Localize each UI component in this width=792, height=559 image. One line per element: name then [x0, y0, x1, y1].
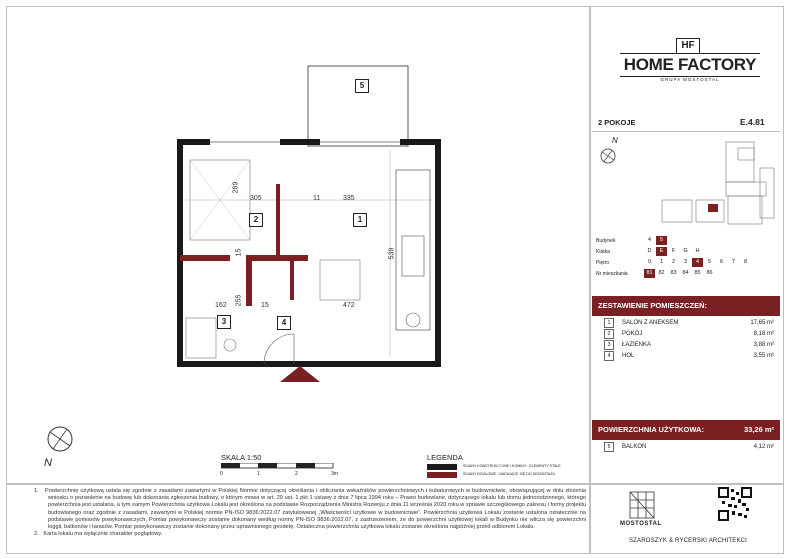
dim-11: 11 [313, 195, 321, 202]
scale-tick-2: 2 [295, 471, 298, 477]
architect-name: SZAROSZYK & RYCERSKI ARCHITEKCI [628, 538, 748, 544]
room-label-5: 5 [355, 79, 369, 93]
room-row: 2 POKÓJ 8,18 m² [592, 329, 780, 339]
scale-label: SKALA 1:50 [221, 453, 262, 462]
selector-cell[interactable]: 83 [670, 270, 677, 276]
selector-cell[interactable]: 2 [671, 259, 676, 265]
selector-cell[interactable]: 5 [707, 259, 712, 265]
selector-table [592, 236, 780, 286]
legend-swatch-structural [427, 464, 457, 470]
legend-text-partition: ŚCIANY DZIAŁOWE - NADAJĄCE SIĘ DO DEMONTAŻU [463, 472, 556, 476]
room-row: 3 ŁAZIENKA 3,88 m² [592, 340, 780, 350]
scale-tick-0: 0 [220, 471, 223, 477]
selector-cell[interactable]: 82 [658, 270, 665, 276]
selector-cell[interactable]: 8 [743, 259, 748, 265]
balcony-outline [308, 66, 408, 146]
selector-cell[interactable]: 4 [647, 237, 652, 243]
room-label-4: 4 [277, 316, 291, 330]
usable-area-bar [592, 420, 780, 440]
dim-255: 255 [235, 294, 243, 307]
selector-cell[interactable]: G [683, 248, 688, 254]
logo-group: GRUPA MOSTOSTAL [660, 77, 720, 82]
unit-type: 2 POKOJE [598, 118, 636, 127]
dim-289: 289 [232, 181, 240, 194]
sidebar-compass-n: N [612, 136, 618, 145]
selector-cell[interactable]: 1 [659, 259, 664, 265]
logo-name: HOME FACTORY [620, 53, 760, 77]
unit-code: E.4.81 [740, 117, 765, 127]
dim-539: 539 [388, 247, 396, 260]
sidebar-divider [592, 131, 780, 132]
scale-bar [221, 463, 341, 471]
dim-15b: 15 [261, 302, 269, 309]
selector-cell[interactable]: 85 [694, 270, 701, 276]
legend-text-structural: ŚCIANY KONSTRUKCYJNE I KOMINY - ELEMENTY STAŁE [463, 464, 561, 468]
mostostal-logo-icon [624, 488, 660, 520]
selector-cell[interactable]: F [671, 248, 676, 254]
dim-335: 335 [343, 195, 355, 202]
room-label-3: 3 [217, 315, 231, 329]
scale-tick-3: 3m [331, 471, 338, 477]
note-1: 1. Powierzchnię użytkową ustala się zgodnie z zasadami zawartymi w Polskiej Normie dotyczącej określania i obliczania wskaźników powierzchniowych i kubaturowych w budownictwie, obowiązującej w dniu złożenia wniosku o pozwolenie na budowę lub dokonania zgłoszenia budowy, o którym mowa w art. 29 ust. 1 pkt 1 ustawy z dnia 7 lipca 1994 roku – Prawo budowlane, dotyczącego lokalu lub domu jednorodzinnego, którego powierzchnia jest ustalana, a tym samym Powierzchnia użytkowa Lokalu jest określona na podstawie Rozporządzenia Ministra Rozwoju z dnia 11 września 2020 roku w sprawie szczegółowego zakresu i formy projektu budowlanego oraz zgodnie z zasadami, zawartymi w Polskiej normie PN-ISO 9836:2022.07 zatytułowanej „Właściwości użytkowe w budownictwie”. Powierzchnia użytkowa Lokalu zostanie ustalona ostatecznie na podstawie pomiarów powykonawczych. Pomiar powykonawczy zostanie dokonany według normy PN-ISO 9836:2022.07, z zastrzeżeniem, że do powierzchni użytkowej lokali w Budynku nie wlicza się powierzchni loggii, balkonów i tarasów. Pomiar powykonawczy zostanie dokonany przez uprawnionego geodetę. Ostateczna powierzchnia użytkowa lokalu zostanie określona najpóźniej przed odbiorem Lokalu. [34, 488, 586, 531]
room-row: 1 SALON Z ANEKSEM 17,65 m² [592, 318, 780, 328]
selector-label-floor: Piętro [596, 260, 610, 266]
dim-162: 162 [215, 302, 227, 309]
selector-cell[interactable]: H [695, 248, 700, 254]
selector-cell[interactable]: 4 [692, 258, 703, 267]
room-label-1: 1 [353, 213, 367, 227]
dim-472: 472 [343, 302, 355, 309]
selector-cell[interactable]: E [656, 247, 667, 256]
dim-15a: 15 [235, 248, 243, 257]
outer-walls [180, 142, 438, 364]
selector-cell[interactable]: 6 [719, 259, 724, 265]
selector-cell[interactable]: 3 [683, 259, 688, 265]
sidebar-compass-icon [600, 148, 616, 164]
entrance-marker [280, 366, 320, 382]
selector-cell[interactable]: 81 [644, 269, 655, 278]
room-row: 4 HOL 3,55 m² [592, 351, 780, 361]
note-2: 2. Karta lokalu ma wyłącznie charakter poglądowy. [34, 531, 163, 538]
selector-cell[interactable]: D [647, 248, 652, 254]
usable-area-value: 33,26 m² [743, 425, 774, 434]
compass-n-label: N [44, 457, 52, 469]
contractor-name: MOSTOSTAL [620, 521, 662, 527]
notes [34, 488, 586, 538]
floor-plan [170, 60, 450, 390]
qr-code-icon [718, 487, 752, 521]
selector-cell[interactable]: 86 [706, 270, 713, 276]
selector-cell[interactable]: 84 [682, 270, 689, 276]
extra-row-balcony: 5 BALKON 4,12 m² [592, 442, 780, 452]
room-label-2: 2 [249, 213, 263, 227]
compass-icon [46, 425, 74, 453]
selector-cell[interactable]: 7 [731, 259, 736, 265]
site-plan [656, 138, 778, 232]
rooms-table [592, 296, 780, 366]
selector-label-building: Budynek [596, 238, 616, 244]
selector-label-apartment: Nr mieszkania [596, 271, 628, 277]
selector-cell[interactable]: 0 [647, 259, 652, 265]
dim-305: 305 [250, 195, 262, 202]
scale-tick-1: 1 [257, 471, 260, 477]
usable-area-section [592, 420, 780, 456]
logo-monogram: HF [676, 38, 700, 54]
legend-title: LEGENDA [427, 453, 463, 462]
selector-cell[interactable]: 5 [656, 236, 667, 245]
usable-area-label: POWIERZCHNIA UŻYTKOWA: [598, 425, 704, 434]
rooms-header: ZESTAWIENIE POMIESZCZEŃ: [592, 296, 780, 316]
legend-swatch-partition [427, 472, 457, 478]
selector-label-staircase: Klatka [596, 249, 610, 255]
